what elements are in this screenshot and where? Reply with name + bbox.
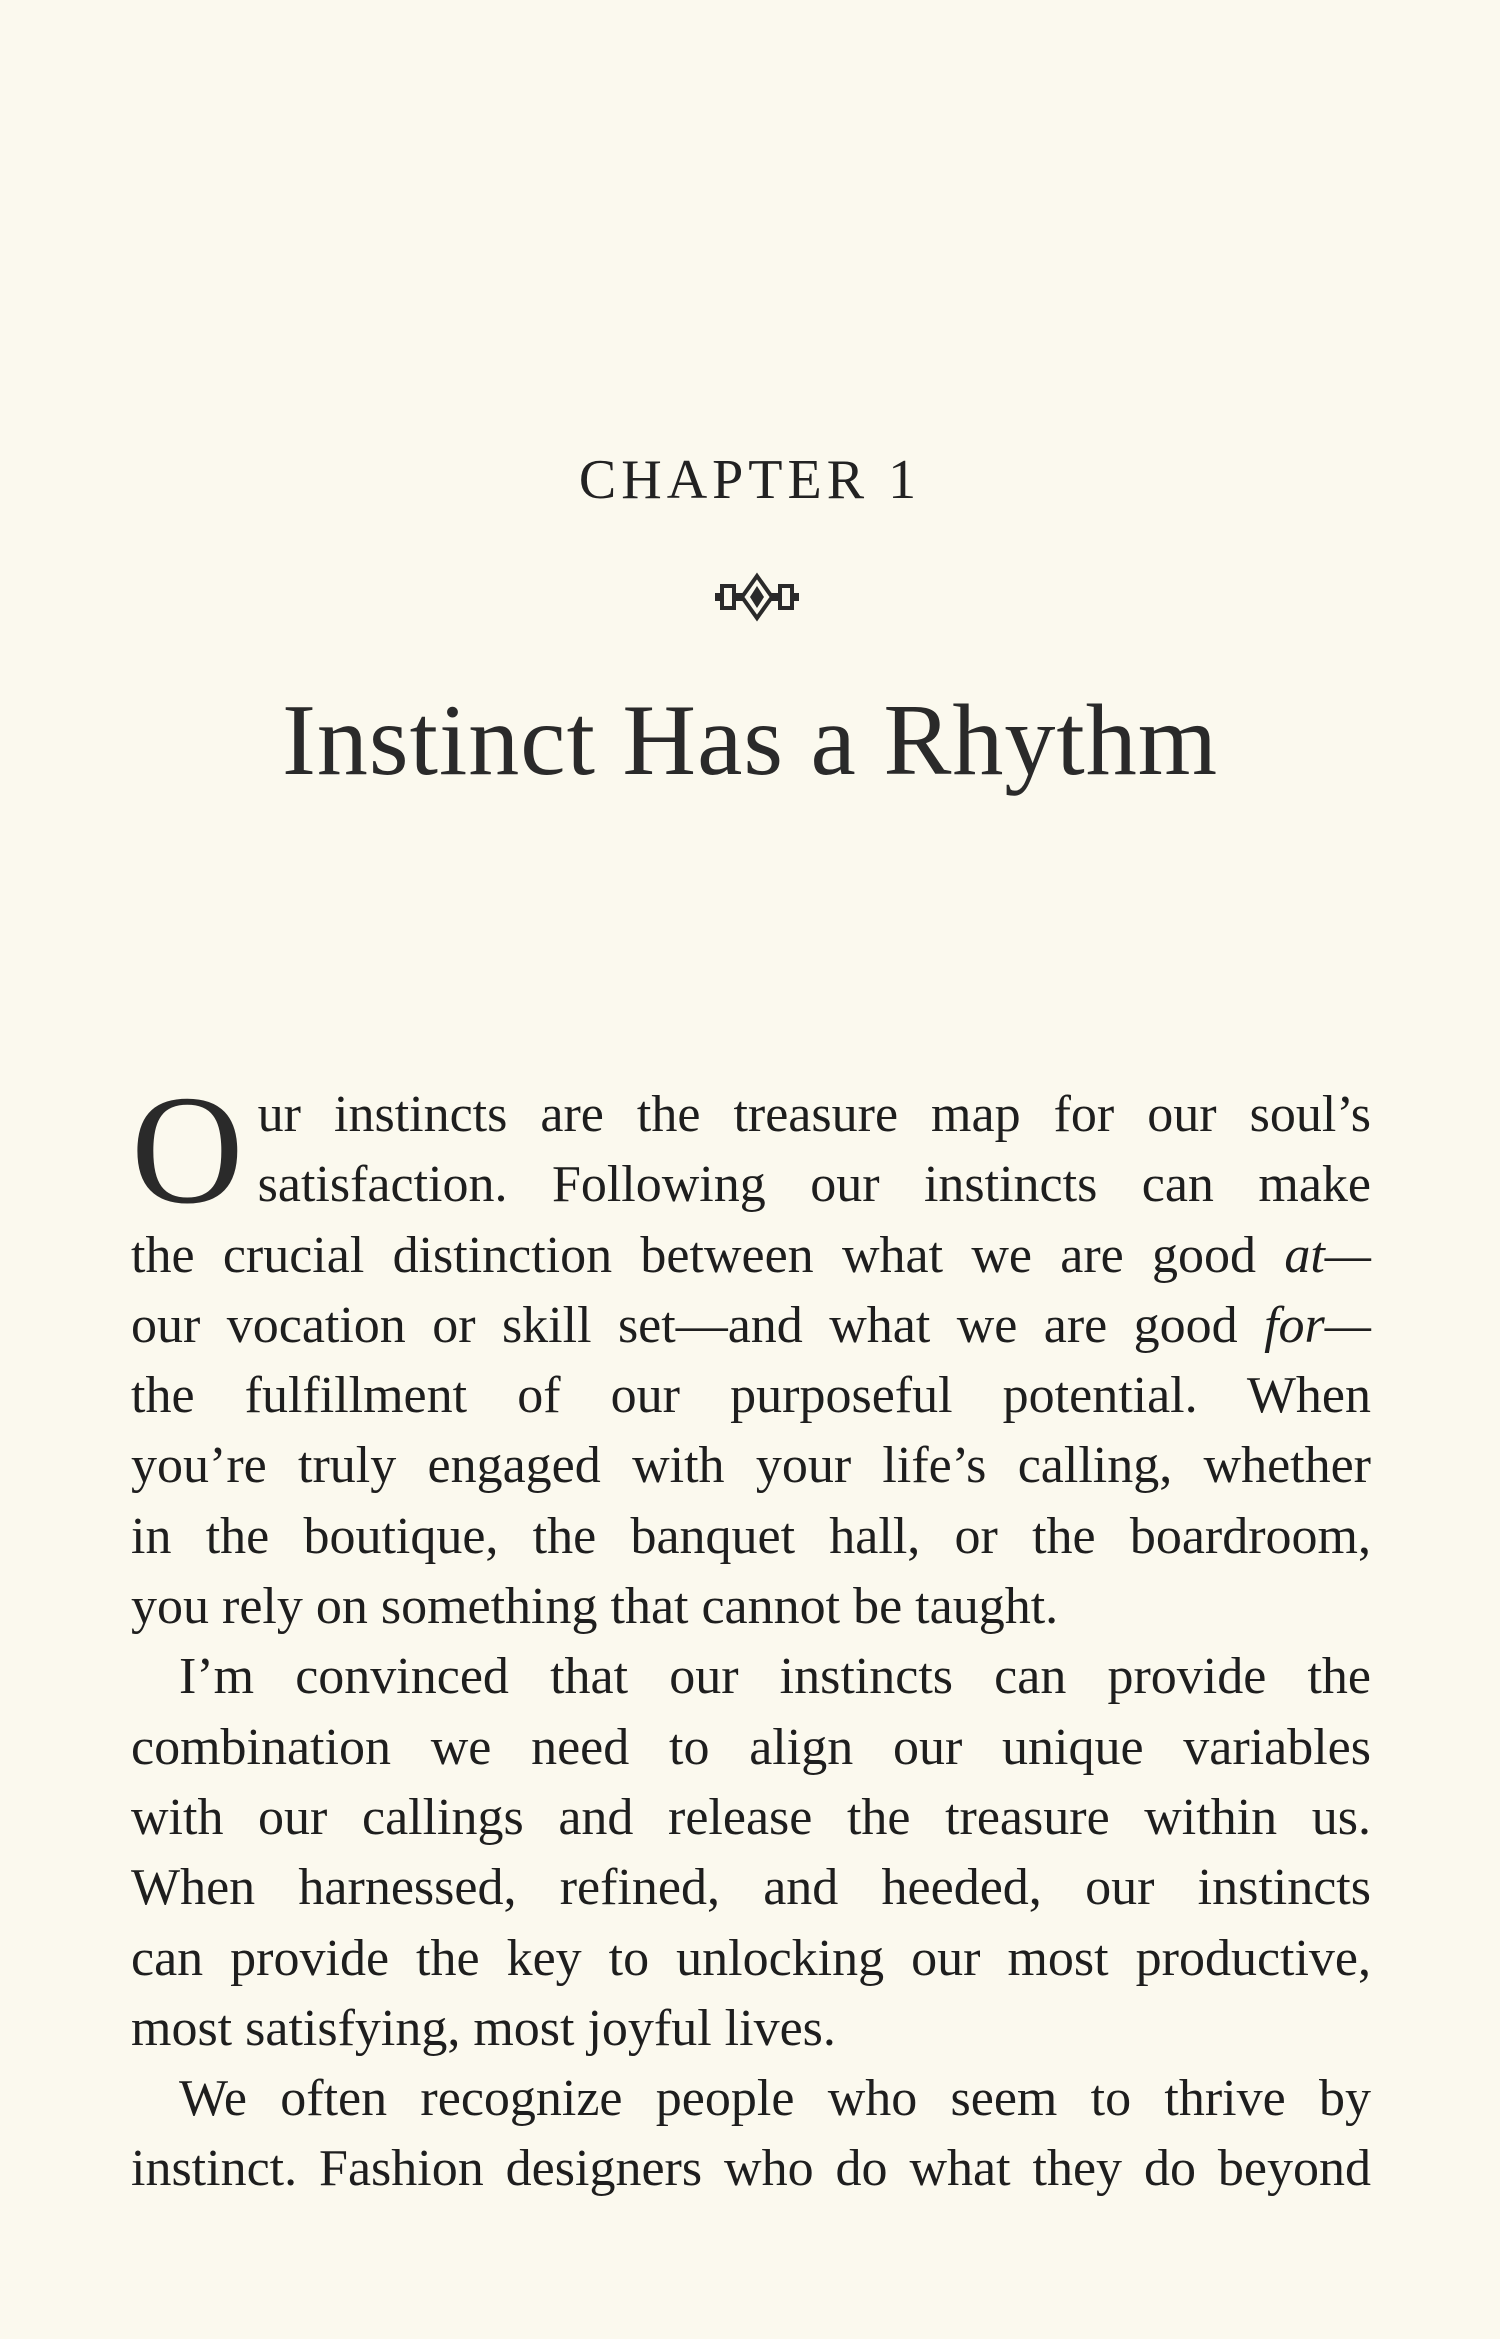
text-line: We often recognize people who seem to thrive by [179, 2070, 1371, 2128]
paragraph-2 [131, 1642, 1371, 2064]
text-line-part: our vocation or skill set—and what we are good [131, 1296, 1265, 1354]
text-line: instinct. Fashion designers who do what they do beyond [131, 2140, 1371, 2198]
text-line: ur instincts are the treasure map for our soul’s [257, 1086, 1371, 1143]
text-line [131, 1291, 1371, 1361]
emphasis-at: at— [1284, 1226, 1371, 1284]
chapter-body [131, 1063, 1371, 2205]
drop-cap: O [131, 1063, 244, 1236]
text-line: most satisfying, most joyful lives. [131, 1999, 836, 2057]
text-line: with our callings and release the treasure within us. [131, 1788, 1371, 1846]
text-line: you’re truly engaged with your life’s calling, whether [131, 1437, 1371, 1495]
text-line: can provide the key to unlocking our most productive, [131, 1929, 1371, 1987]
text-line: When harnessed, refined, and heeded, our instincts [131, 1859, 1371, 1917]
paragraph-3 [131, 2064, 1371, 2205]
chapter-label: CHAPTER 1 [578, 449, 922, 511]
text-line [131, 1221, 1371, 1291]
fleuron-ornament-icon [712, 572, 802, 622]
text-line: combination we need to align our unique variables [131, 1718, 1371, 1776]
text-line: satisfaction. Following our instincts can make [257, 1156, 1371, 1214]
emphasis-for: for— [1264, 1296, 1371, 1354]
text-line-part: the crucial distinction between what we are good [131, 1226, 1285, 1284]
paragraph-1 [131, 1063, 1371, 1642]
text-line: the fulfillment of our purposeful potential. When [131, 1367, 1371, 1425]
chapter-title: Instinct Has a Rhythm [281, 684, 1219, 797]
text-line: in the boutique, the banquet hall, or the boardroom, [131, 1507, 1371, 1565]
text-line: you rely on something that cannot be taught. [131, 1578, 1059, 1636]
text-line: I’m convinced that our instincts can provide the [179, 1648, 1371, 1706]
